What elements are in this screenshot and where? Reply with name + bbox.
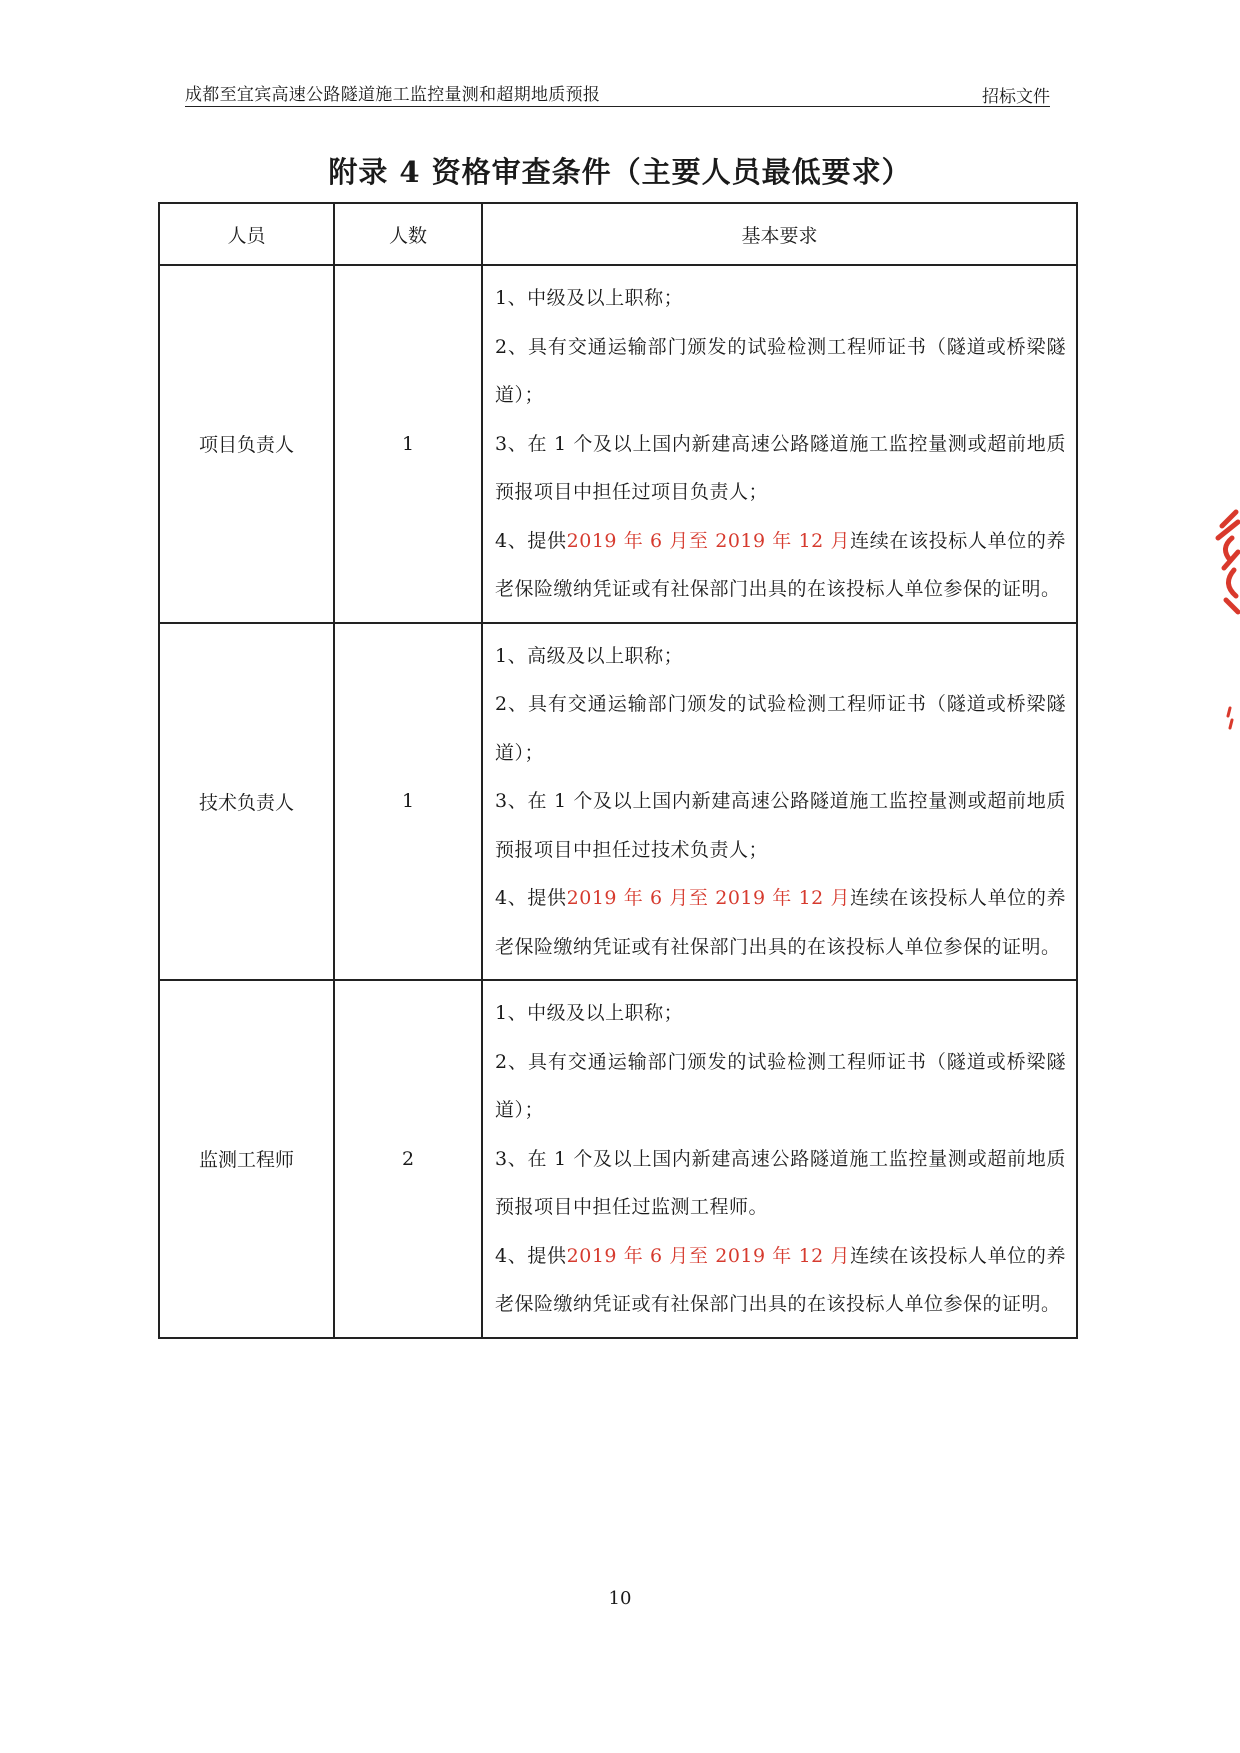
table-row-project-lead [159, 265, 1077, 623]
column-header-count: 人数 [334, 203, 482, 265]
running-header [185, 76, 1050, 107]
count-cell: 2 [334, 980, 482, 1338]
count-cell: 1 [334, 265, 482, 623]
requirement-2: 2、具有交通运输部门颁发的试验检测工程师证书（隧道或桥梁隧道）； [495, 1050, 1066, 1121]
requirement-3: 3、在 1 个及以上国内新建高速公路隧道施工监控量测或超前地质预报项目中担任过项目负责人； [495, 432, 1066, 503]
person-cell: 技术负责人 [159, 623, 334, 981]
requirement-2: 2、具有交通运输部门颁发的试验检测工程师证书（隧道或桥梁隧道）； [495, 693, 1066, 764]
requirements-cell [482, 623, 1077, 981]
page-number: 10 [608, 1588, 632, 1609]
requirement-1: 1、中级及以上职称； [495, 287, 684, 309]
seal-stamp-fragment [1212, 508, 1240, 618]
requirement-4-prefix: 4、提供 [495, 1244, 567, 1267]
table-row-monitoring-engineer [159, 980, 1077, 1338]
person-cell: 监测工程师 [159, 980, 334, 1338]
requirement-1: 1、高级及以上职称； [495, 644, 684, 667]
requirement-3: 3、在 1 个及以上国内新建高速公路隧道施工监控量测或超前地质预报项目中担任过技术负责人； [495, 790, 1066, 861]
requirement-4 [495, 874, 1066, 971]
requirement-4-date-range: 2019 年 6 月至 2019 年 12 月 [566, 529, 851, 552]
requirement-4-date-range: 2019 年 6 月至 2019 年 12 月 [566, 1244, 851, 1267]
requirement-3: 3、在 1 个及以上国内新建高速公路隧道施工监控量测或超前地质预报项目中担任过监测工程师。 [495, 1147, 1066, 1218]
requirement-4-suffix: 连续在该投标人单位的养老保险缴纳凭证或有社保部门出具的在该投标人单位参保的证明。 [495, 529, 1066, 600]
requirement-4-suffix: 连续在该投标人单位的养老保险缴纳凭证或有社保部门出具的在该投标人单位参保的证明。 [495, 1244, 1066, 1315]
requirement-4 [495, 517, 1066, 614]
seal-stamp-speck [1224, 706, 1236, 730]
count-cell: 1 [334, 623, 482, 981]
requirement-4-prefix: 4、提供 [495, 529, 567, 552]
table-header-row [159, 203, 1077, 265]
requirements-cell [482, 265, 1077, 623]
requirement-2: 2、具有交通运输部门颁发的试验检测工程师证书（隧道或桥梁隧道）； [495, 335, 1066, 406]
requirement-1: 1、中级及以上职称； [495, 1002, 684, 1024]
table-row-technical-lead [159, 623, 1077, 981]
requirements-cell [482, 980, 1077, 1338]
requirement-4-prefix: 4、提供 [495, 887, 567, 909]
header-document-type: 招标文件 [982, 87, 1050, 107]
column-header-requirements: 基本要求 [482, 203, 1077, 265]
requirement-4 [495, 1232, 1066, 1329]
column-header-person: 人员 [159, 203, 334, 265]
requirement-4-suffix: 连续在该投标人单位的养老保险缴纳凭证或有社保部门出具的在该投标人单位参保的证明。 [495, 887, 1066, 958]
header-project-title: 成都至宜宾高速公路隧道施工监控量测和超期地质预报 [185, 85, 601, 105]
personnel-requirements-table [158, 202, 1078, 1339]
requirement-4-date-range: 2019 年 6 月至 2019 年 12 月 [566, 887, 851, 909]
appendix-title: 附录 4 资格审查条件（主要人员最低要求） [328, 155, 912, 189]
person-cell: 项目负责人 [159, 265, 334, 623]
